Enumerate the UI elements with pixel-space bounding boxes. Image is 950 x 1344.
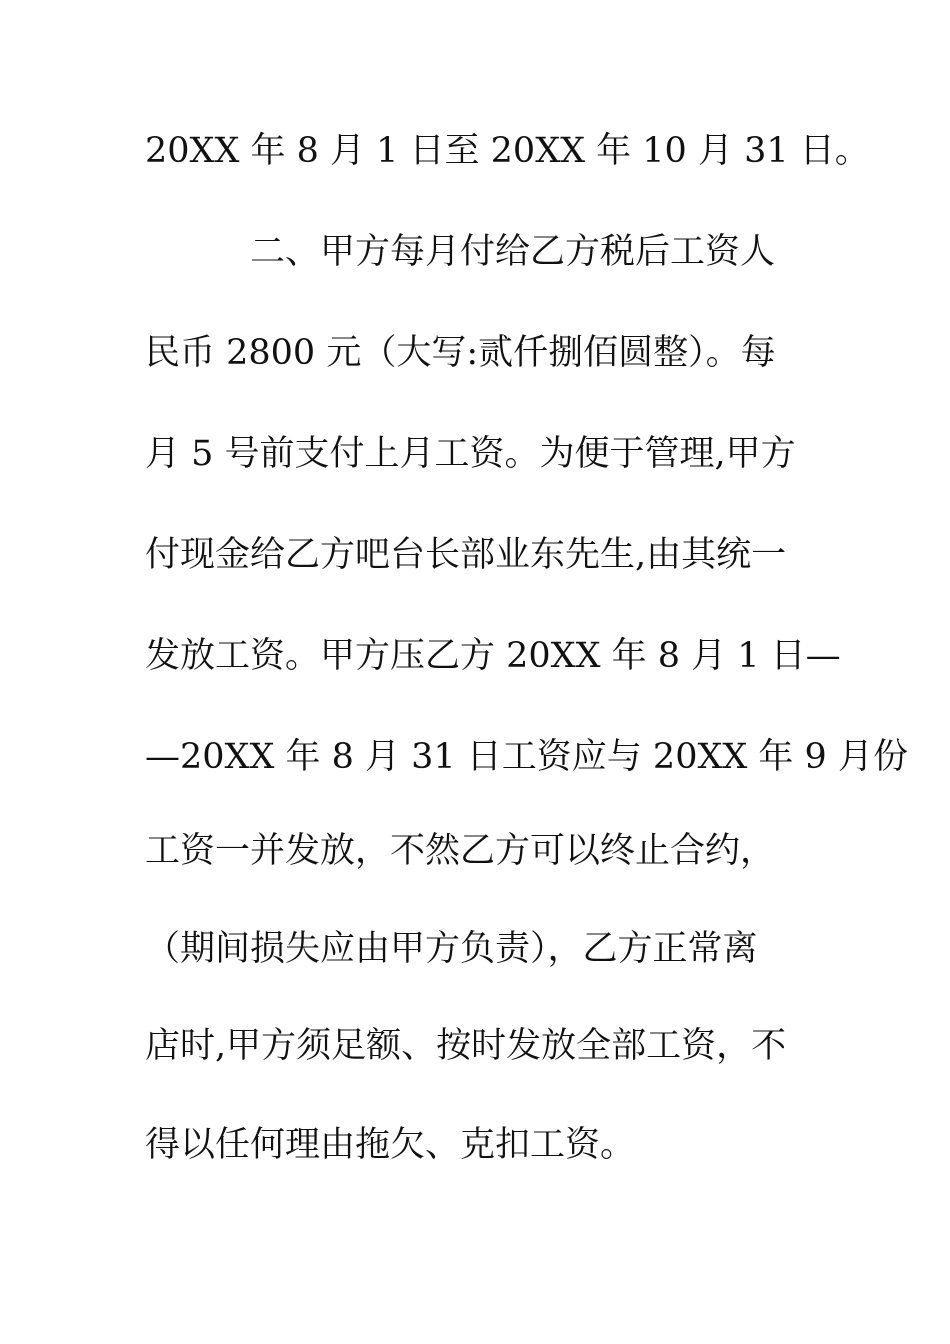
text-line-8: 工资一并发放，不然乙方可以终止合约，	[145, 831, 776, 871]
text-line-4: 月 5 号前支付上月工资。为便于管理,甲方	[145, 434, 796, 474]
text-line-2: 二、甲方每月付给乙方税后工资人	[250, 232, 776, 272]
text-line-5: 付现金给乙方吧台长部业东先生,由其统一	[145, 535, 787, 575]
text-line-9: （期间损失应由甲方负责），乙方正常离	[145, 929, 758, 969]
text-line-1: 20XX 年 8 月 1 日至 20XX 年 10 月 31 日。	[145, 131, 870, 171]
text-line-11: 得以任何理由拖欠、克扣工资。	[145, 1125, 636, 1165]
text-line-7: —20XX 年 8 月 31 日工资应与 20XX 年 9 月份	[145, 737, 908, 777]
text-line-10: 店时,甲方须足额、按时发放全部工资，不	[145, 1026, 787, 1066]
text-line-3: 民币 2800 元（大写:贰仟捌佰圆整）。每	[145, 333, 776, 373]
text-line-6: 发放工资。甲方压乙方 20XX 年 8 月 1 日—	[145, 636, 841, 676]
